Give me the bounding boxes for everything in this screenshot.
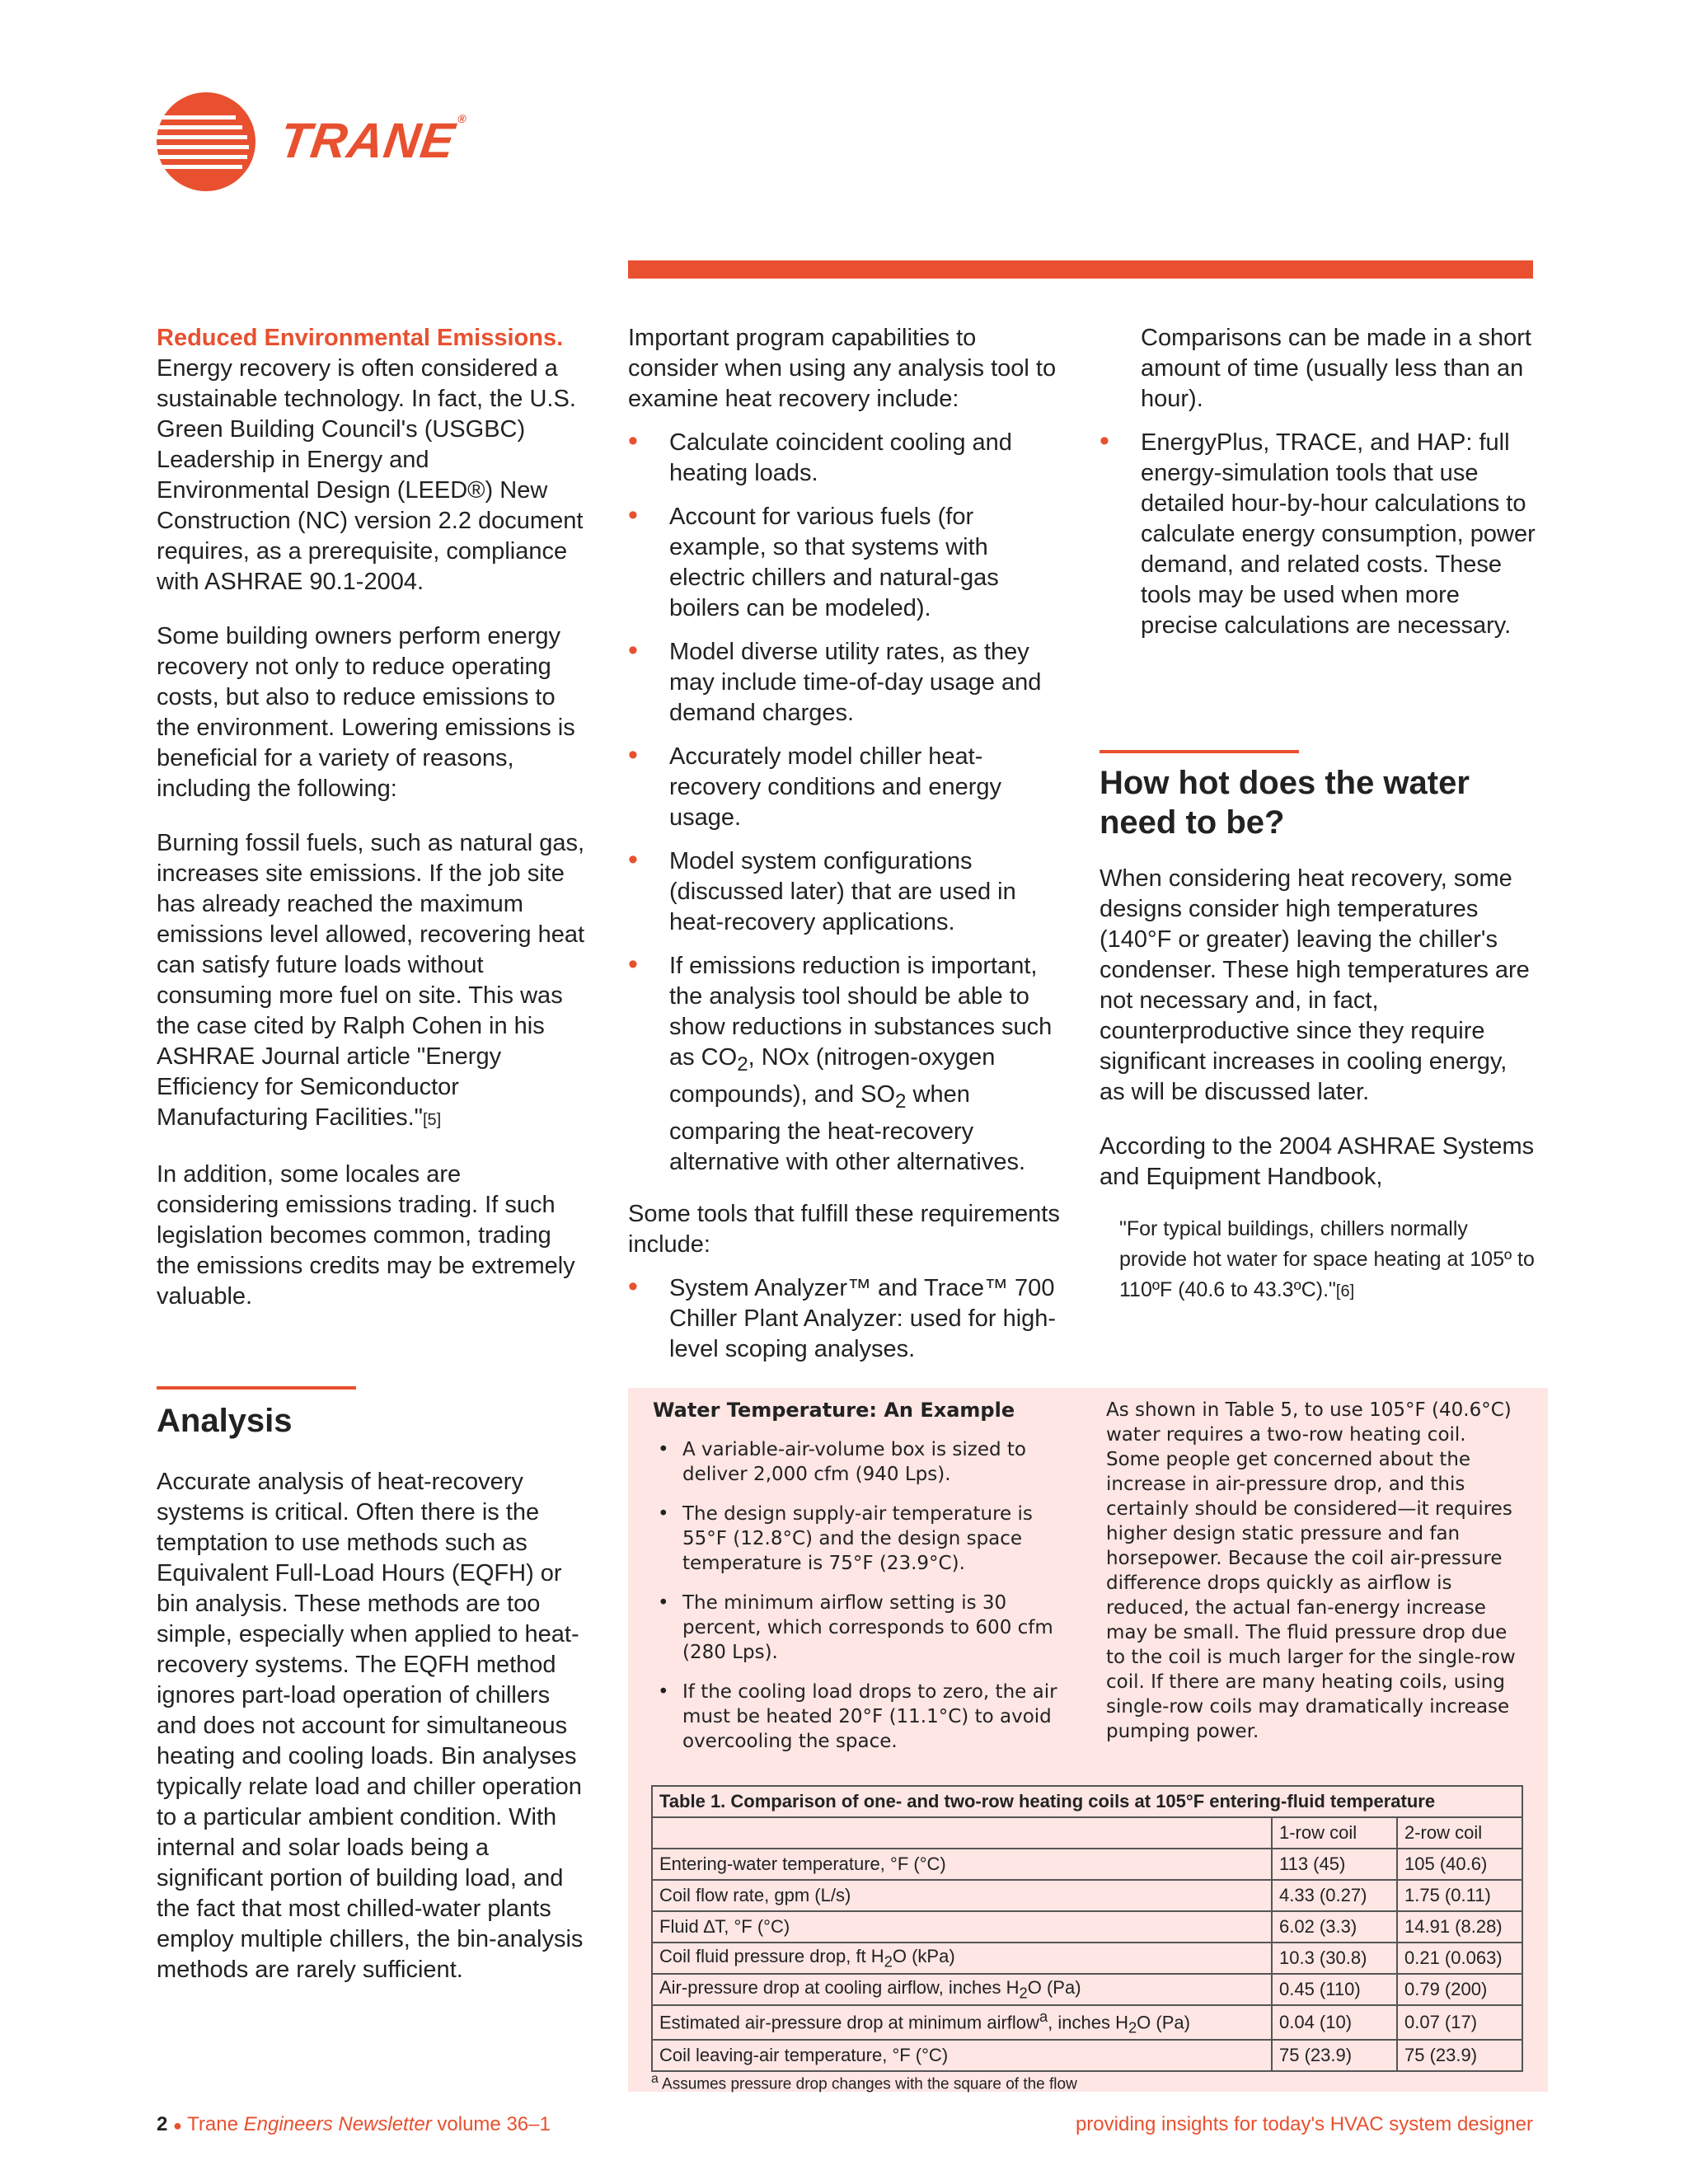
sidebar-title: Water Temperature: An Example <box>653 1399 1015 1422</box>
reference-5: [5] <box>422 1111 442 1129</box>
list-item: • Account for various fuels (for example, so that systems with electric chillers and natural-gas boilers can be modeled). <box>628 502 1065 624</box>
table-row: Fluid ∆T, °F (°C) 6.02 (3.3) 14.91 (8.28) <box>652 1911 1522 1943</box>
table-row: Coil flow rate, gpm (L/s) 4.33 (0.27) 1.75 (0.11) <box>652 1880 1522 1911</box>
list-item: • Accurately model chiller heat-recovery conditions and energy usage. <box>628 742 1065 833</box>
table-row: Air-pressure drop at cooling airflow, inches $H_2O$ (Pa) 0.45 (110) 0.79 (200) <box>652 1974 1522 2005</box>
column-2 <box>628 323 1065 1386</box>
column-header: 2-row coil <box>1397 1817 1522 1849</box>
column-1 <box>157 323 585 1336</box>
water-paragraph-1: When considering heat recovery, some designs consider high temperatures (140°F or greater) leaving the chiller's condenser. These high temperatures are not necessary and, in fact, counterproductive since they require significant increases in cooling energy, as will be discussed later. <box>1100 865 1530 1105</box>
list-item: • The design supply-air temperature is 55°F (12.8°C) and the design space temperature is 75°F (23.9°C). <box>653 1502 1065 1576</box>
column-3 <box>1100 323 1536 663</box>
list-item: • Model diverse utility rates, as they may include time-of-day usage and demand charges. <box>628 637 1065 729</box>
trane-wordmark: TRANE® <box>276 112 468 168</box>
tools-list-continued <box>1100 428 1536 641</box>
reference-6: [6] <box>1335 1282 1355 1301</box>
column-header: 1-row coil <box>1272 1817 1397 1849</box>
paragraph-owners: Some building owners perform energy recovery not only to reduce operating costs, but also to reduce emissions to the environment. Lowering emissions is beneficial for a variety of reasons, including the following: <box>157 623 575 802</box>
sidebar-left <box>653 1398 1065 1769</box>
tools-continuation: Comparisons can be made in a short amount of time (usually less than an hour). <box>1141 325 1531 412</box>
paragraph-trading: In addition, some locales are considering emissions trading. If such legislation becomes common, trading the emissions credits may be extremely valuable. <box>157 1161 575 1310</box>
table-header-row <box>652 1817 1522 1849</box>
footer-tagline: providing insights for today's HVAC system designer <box>1075 2113 1533 2135</box>
list-item: • EnergyPlus, TRACE, and HAP: full energy-simulation tools that use detailed hour-by-hour calculations to calculate energy consumption, power demand, and related costs. These tools may be used when more precise calculations are necessary. <box>1100 428 1536 641</box>
capabilities-intro: Important program capabilities to consider when using any analysis tool to examine heat recovery include: <box>628 325 1057 412</box>
handbook-quote: "For typical buildings, chillers normally provide hot water for space heating at 105º to 110ºF (40.6 to 43.3ºC)."[6] <box>1119 1217 1535 1301</box>
table-row: Coil leaving-air temperature, °F (°C) 75 (23.9) 75 (23.9) <box>652 2040 1522 2071</box>
lead-title: Reduced Environmental Emissions. <box>157 325 564 351</box>
header-accent-bar <box>628 260 1533 279</box>
list-item: • If emissions reduction is important, the analysis tool should be able to show reductions in substances such as $CO_2$, NOx (nitrogen-oxygen compounds), and $SO_2$ when comparing the heat-recovery alternative with other alternatives. <box>628 951 1065 1178</box>
sidebar-right-text: As shown in Table 5, to use 105°F (40.6°C) water requires a two-row heating coil. Some people get concerned about the increase in air-pressure drop, and this certainly should be considered—it requires higher design static pressure and fan horsepower. Because the coil air-pressure difference drops quickly as airflow is reduced, the actual fan-energy increase may be small. The fluid pressure drop due to the coil is much larger for the single-row coil. If there are many heating coils, using single-row coils may dramatically increase pumping power. <box>1106 1399 1516 1742</box>
tools-list <box>628 1273 1065 1365</box>
water-heading-rule <box>1100 750 1299 753</box>
list-item: • System Analyzer™ and Trace™ 700 Chiller Plant Analyzer: used for high-level scoping analyses. <box>628 1273 1065 1365</box>
tools-intro: Some tools that fulfill these requirements include: <box>628 1200 1060 1258</box>
water-heading: How hot does the water need to be? <box>1100 765 1470 841</box>
table-row: Estimated air-pressure drop at minimum airflow$^a$, inches $H_2O$ (Pa) 0.04 (10) 0.07 (17) <box>652 2005 1522 2040</box>
footer-left: 2 ● Trane Engineers Newsletter volume 36–1 <box>157 2113 551 2135</box>
coil-comparison-table <box>651 1785 1523 2072</box>
table-footnote: $^a$ Assumes pressure drop changes with the square of the flow <box>651 2072 1077 2093</box>
list-item: • Model system configurations (discussed later) that are used in heat-recovery applications. <box>628 846 1065 938</box>
table-row: Entering-water temperature, °F (°C) 113 (45) 105 (40.6) <box>652 1849 1522 1880</box>
list-item: • If the cooling load drops to zero, the air must be heated 20°F (11.1°C) to avoid overcooling the space. <box>653 1680 1065 1754</box>
page-number: 2 <box>157 2113 168 2135</box>
analysis-rule <box>157 1386 356 1390</box>
list-item: • A variable-air-volume box is sized to deliver 2,000 cfm (940 Lps). <box>653 1437 1065 1487</box>
analysis-heading: Analysis <box>157 1403 293 1439</box>
paragraph-emissions: Reduced Environmental Emissions. Energy recovery is often considered a sustainable technology. In fact, the U.S. Green Building Council's (USGBC) Leadership in Energy and Environmental Design (LEED®) New Construction (NC) version 2.2 document requires, as a prerequisite, compliance with ASHRAE 90.1-2004. <box>157 325 584 595</box>
paragraph-fossil: Burning fossil fuels, such as natural gas, increases site emissions. If the job site has already reached the maximum emissions level allowed, recovering heat can satisfy future loads without consuming more fuel on site. This was the case cited by Ralph Cohen in his ASHRAE Journal article "Energy Efficiency for Semiconductor Manufacturing Facilities."[5] <box>157 830 585 1131</box>
publication-title: Engineers Newsletter <box>243 2113 432 2135</box>
bullet-icon: ● <box>173 2117 182 2134</box>
trane-logo-icon <box>157 92 256 191</box>
list-item: • The minimum airflow setting is 30 percent, which corresponds to 600 cfm (280 Lps). <box>653 1591 1065 1665</box>
analysis-section <box>157 1401 593 2009</box>
water-paragraph-2: According to the 2004 ASHRAE Systems and Equipment Handbook, <box>1100 1133 1535 1190</box>
sidebar-list <box>653 1437 1065 1754</box>
table-caption: Table 1. Comparison of one- and two-row heating coils at 105°F entering-fluid temperature <box>652 1786 1522 1817</box>
list-item: • Calculate coincident cooling and heating loads. <box>628 428 1065 489</box>
table-row: Coil fluid pressure drop, ft $H_2O$ (kPa) 10.3 (30.8) 0.21 (0.063) <box>652 1943 1522 1974</box>
analysis-text: Accurate analysis of heat-recovery systems is critical. Often there is the temptation to use methods such as Equivalent Full-Load Hours (EQFH) or bin analysis. These methods are too simple, especially when applied to heat-recovery systems. The EQFH method ignores part-load operation of chillers and does not account for simultaneous heating and cooling loads. Bin analyses typically relate load and chiller operation to a particular ambient condition. With internal and solar loads being a significant portion of building load, and the fact that most chilled-water plants employ multiple chillers, the bin-analysis methods are rarely sufficient. <box>157 1469 584 1983</box>
water-section <box>1100 763 1536 1331</box>
capabilities-list <box>628 428 1065 1178</box>
